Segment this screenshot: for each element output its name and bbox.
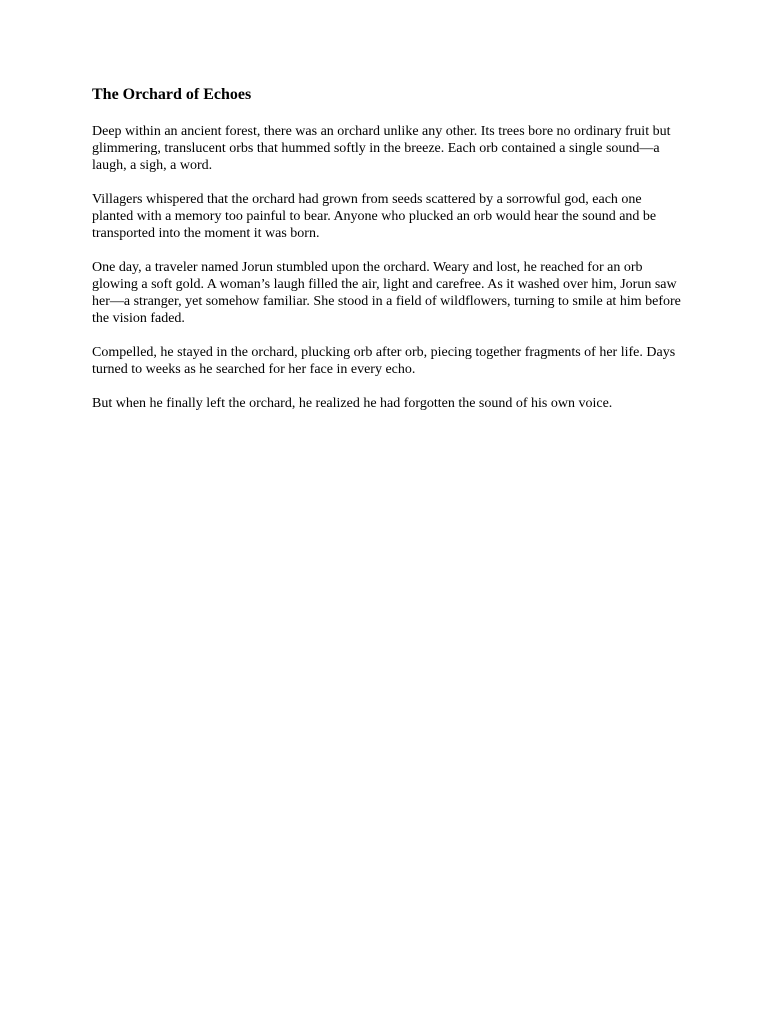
document-title: The Orchard of Echoes <box>92 86 252 103</box>
paragraph-2: Villagers whispered that the orchard had grown from seeds scattered by a sorrowful god, each one planted with a memory too painful to bear. Anyone who plucked an orb would hear the sound and be transported into the moment it was born. <box>92 192 657 241</box>
paragraph-1: Deep within an ancient forest, there was an orchard unlike any other. Its trees bore no ordinary fruit but glimmering, translucent orbs that hummed softly in the breeze. Each orb contained a single sound—a laugh, a sigh, a word. <box>92 124 671 173</box>
document-body <box>92 84 682 429</box>
paragraph-3: One day, a traveler named Jorun stumbled upon the orchard. Weary and lost, he reached for an orb glowing a soft gold. A woman’s laugh filled the air, light and carefree. As it washed over him, Jorun saw her—a stranger, yet somehow familiar. She stood in a field of wildflowers, turning to smile at him before the vision faded. <box>92 260 681 326</box>
paragraph-5: But when he finally left the orchard, he realized he had forgotten the sound of his own voice. <box>92 396 613 411</box>
paragraph-4: Compelled, he stayed in the orchard, plucking orb after orb, piecing together fragments of her life. Days turned to weeks as he searched for her face in every echo. <box>92 345 676 377</box>
